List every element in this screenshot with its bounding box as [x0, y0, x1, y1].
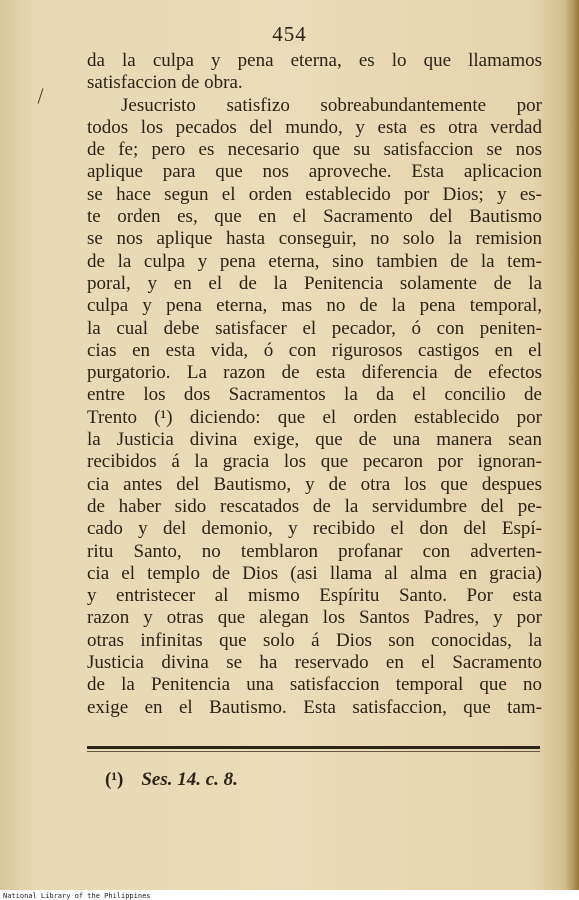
text-line: poral, y en el de la Penitencia solamente de la — [87, 272, 542, 294]
text-line: satisfaccion de obra. — [87, 72, 243, 94]
text-line: Trento (¹) diciendo: que el orden establecido por — [87, 406, 542, 428]
text-line: se hace segun el orden establecido por Dios; y es- — [87, 183, 542, 205]
text-line: cias en esta vida, ó con rigurosos castigos en el — [87, 339, 542, 361]
footnote-rule-thin — [87, 751, 540, 752]
footnote-marker: (¹) — [105, 769, 124, 790]
text-line: da la culpa y pena eterna, es lo que llamamos — [87, 50, 542, 71]
text-line: de fe; pero es necesario que su satisfaccion se nos — [87, 139, 542, 161]
text-line: y entristecer al mismo Espíritu Santo. Por esta — [87, 585, 542, 607]
text-line: cado y del demonio, y recibido el don del Espí- — [87, 518, 542, 540]
text-line: de haber sido rescatados de la servidumbre del pe- — [87, 495, 542, 517]
text-line: otras infinitas que solo á Dios son conocidas, la — [87, 629, 542, 651]
text-line: la Justicia divina exige, que de una manera sean — [87, 429, 542, 451]
margin-pencil-mark — [38, 88, 44, 104]
text-line: Jesucristo satisfizo sobreabundantemente por — [121, 94, 542, 116]
text-line: la cual debe satisfacer el pecador, ó con peniten- — [87, 317, 542, 339]
library-credit: National Library of the Philippines — [3, 892, 151, 900]
text-line: exige en el Bautismo. Esta satisfaccion, que tam- — [87, 696, 542, 718]
text-line: purgatorio. La razon de esta diferencia de efectos — [87, 362, 542, 384]
text-line: recibidos á la gracia los que pecaron por ignoran- — [87, 451, 542, 473]
text-line: ritu Santo, no temblaron profanar con adverten- — [87, 540, 542, 562]
text-line: todos los pecados del mundo, y esta es otra verdad — [87, 116, 542, 138]
footnote — [105, 769, 238, 791]
footnote-rule — [87, 746, 540, 749]
page-number: 454 — [272, 22, 307, 46]
text-line: razon y otras que alegan los Santos Padres, y por — [87, 607, 542, 629]
text-line: de la Penitencia una satisfaccion temporal que no — [87, 674, 542, 696]
text-line: cia antes del Bautismo, y de otra los que despues — [87, 473, 542, 495]
text-line: de la culpa y pena eterna, sino tambien de la tem- — [87, 250, 542, 272]
text-line: entre los dos Sacramentos la da el concilio de — [87, 384, 542, 406]
body-text — [87, 50, 542, 719]
text-line: te orden es, que en el Sacramento del Bautismo — [87, 206, 542, 228]
text-line: culpa y pena eterna, mas no de la pena temporal, — [87, 295, 542, 317]
text-line: se nos aplique hasta conseguir, no solo la remision — [87, 228, 542, 250]
text-line: cia el templo de Dios (asi llama al alma en gracia) — [87, 562, 542, 584]
text-line: Justicia divina se ha reservado en el Sacramento — [87, 652, 542, 674]
page-edge-shadow — [565, 0, 579, 890]
text-line: aplique para que nos aproveche. Esta aplicacion — [87, 161, 542, 183]
footnote-reference: Ses. 14. c. 8. — [141, 769, 238, 790]
